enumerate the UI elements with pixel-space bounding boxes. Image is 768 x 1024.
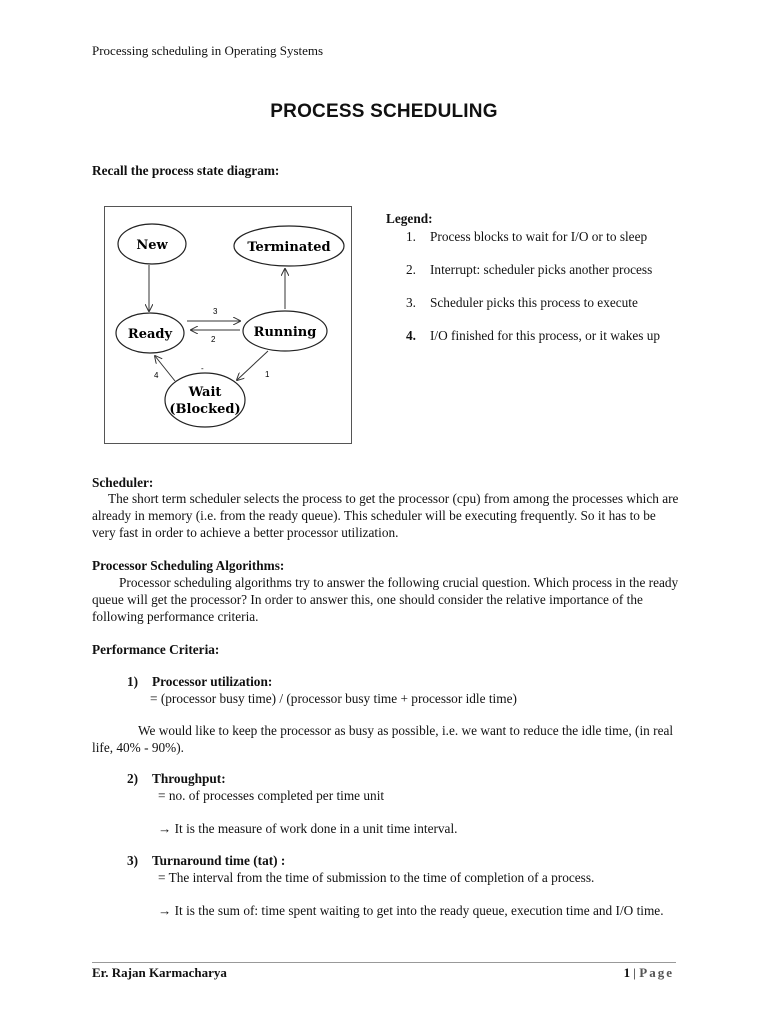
criterion-2-note: → It is the measure of work done in a unit time interval.	[158, 821, 458, 836]
diagram-svg	[105, 207, 353, 445]
running-header: Processing scheduling in Operating Systems	[92, 43, 324, 58]
algorithms-paragraph: Processor scheduling algorithms try to answer the following crucial question. Which process in the ready queue will get the processor? In order to answer this, one should consider the relative importance of the following performance criteria.	[92, 575, 679, 624]
arrow-label-3: 3	[213, 307, 218, 316]
criterion-1-note: We would like to keep the processor as busy as possible, i.e. we want to reduce the idle time, (in real life, 40% - 90%).	[92, 723, 674, 755]
algorithms-heading: Processor Scheduling Algorithms:	[92, 558, 285, 573]
label-blocked: (Blocked)	[169, 402, 241, 417]
footer-page	[624, 965, 674, 981]
footer-author: Er. Rajan Karmacharya	[92, 965, 227, 980]
state-wait	[165, 373, 245, 427]
criterion-2-num: 2)	[127, 771, 139, 786]
legend-title: Legend:	[386, 211, 433, 226]
legend-item: 2. Interrupt: scheduler picks another process	[406, 262, 653, 277]
legend-item: 4. I/O finished for this process, or it wakes up	[406, 328, 661, 343]
arrow-label-dash: -	[201, 364, 204, 373]
criterion-3-num: 3)	[127, 853, 139, 868]
criterion-1-formula: = (processor busy time) / (processor busy time + processor idle time)	[150, 691, 517, 706]
page-separator: |	[633, 965, 637, 980]
criterion-1-title: Processor utilization:	[152, 674, 273, 689]
footer-rule	[92, 962, 676, 963]
arrow-label-4: 4	[154, 371, 159, 380]
label-wait: Wait	[188, 385, 222, 400]
legend-item: 1. Process blocks to wait for I/O or to sleep	[406, 229, 648, 244]
arrow-label-2: 2	[211, 335, 216, 344]
scheduler-paragraph: The short term scheduler selects the process to get the processor (cpu) from among the processes which are already in memory (i.e. from the ready queue). This scheduler will be executing frequently. So it has to be very fast in order to achieve a better processor utilization.	[92, 491, 679, 540]
criterion-2-formula: = no. of processes completed per time unit	[158, 788, 385, 803]
arrow-running-wait	[237, 351, 268, 380]
label-running: Running	[253, 325, 317, 340]
legend	[386, 210, 686, 360]
criterion-3-formula: = The interval from the time of submission to the time of completion of a process.	[158, 870, 595, 885]
label-ready: Ready	[127, 327, 173, 342]
legend-item: 3. Scheduler picks this process to execute	[406, 295, 638, 310]
criteria-heading: Performance Criteria:	[92, 642, 220, 657]
label-new: New	[136, 238, 168, 253]
criterion-1-num: 1)	[127, 674, 139, 689]
page-number: 1	[623, 965, 631, 980]
criterion-3-title: Turnaround time (tat) :	[152, 853, 286, 868]
process-state-diagram	[104, 206, 352, 444]
criterion-3-note: → It is the sum of: time spent waiting to get into the ready queue, execution time and I/O time.	[158, 903, 664, 918]
recall-heading: Recall the process state diagram:	[92, 163, 280, 178]
criterion-2-title: Throughput:	[152, 771, 226, 786]
page-title: PROCESS SCHEDULING	[270, 101, 498, 122]
scheduler-heading: Scheduler:	[92, 475, 154, 490]
arrow-label-1: 1	[265, 370, 270, 379]
page-label: Page	[639, 965, 674, 980]
label-terminated: Terminated	[247, 240, 331, 255]
